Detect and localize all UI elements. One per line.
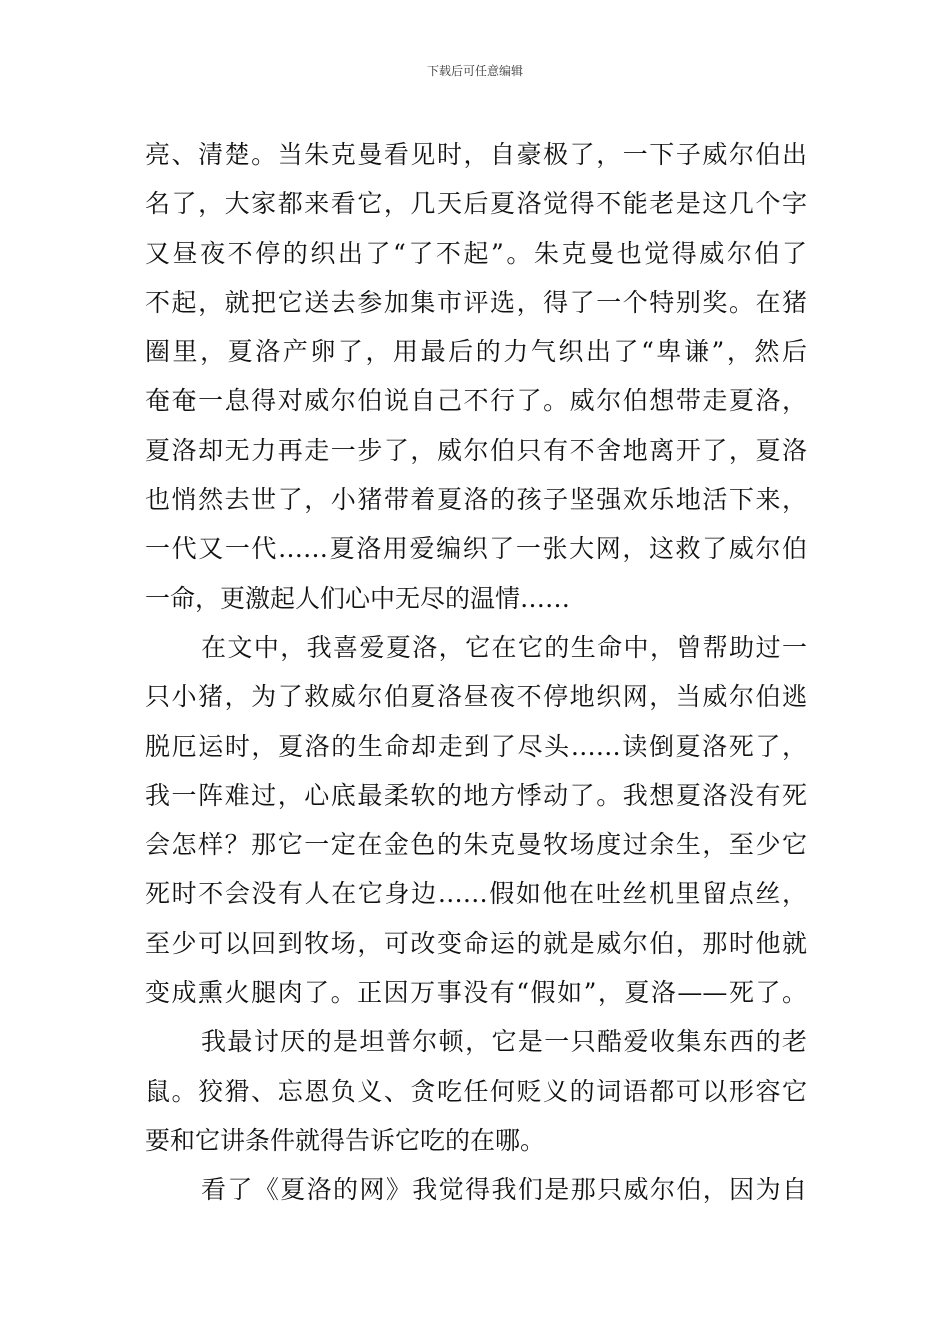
body-text [145,130,807,1215]
text-line: 我最讨厌的是坦普尔顿，它是一只酷爱收集东西的老 [201,1027,807,1057]
text-line: 也悄然去世了，小猪带着夏洛的孩子坚强欢乐地活下来， [145,485,807,515]
text-line: 夏洛却无力再走一步了，威尔伯只有不舍地离开了，夏洛 [145,435,807,465]
text-line: 亮、清楚。当朱克曼看见时，自豪极了，一下子威尔伯出 [145,140,807,169]
text-line: 鼠。狡猾、忘恩负义、贪吃任何贬义的词语都可以形容它 [145,1076,807,1106]
text-line: 看了《夏洛的网》我觉得我们是那只威尔伯，因为自 [201,1175,807,1205]
text-line: 一代又一代……夏洛用爱编织了一张大网，这救了威尔伯 [145,534,807,564]
text-line: 死时不会没有人在它身边……假如他在吐丝机里留点丝， [145,879,807,909]
text-line: 变成熏火腿肉了。正因万事没有“假如”，夏洛——死了。 [145,978,807,1008]
text-line: 在文中，我喜爱夏洛，它在它的生命中，曾帮助过一 [201,632,807,662]
text-line: 我一阵难过，心底最柔软的地方悸动了。我想夏洛没有死 [145,780,807,810]
text-line: 又昼夜不停的织出了“了不起”。朱克曼也觉得威尔伯了 [145,238,807,268]
text-line: 不起，就把它送去参加集市评选，得了一个特别奖。在猪 [145,287,807,317]
text-line: 奄奄一息得对威尔伯说自己不行了。威尔伯想带走夏洛， [145,386,807,416]
page-header: 下载后可任意编辑 [426,64,523,78]
text-line: 脱厄运时，夏洛的生命却走到了尽头……读倒夏洛死了， [145,731,807,761]
text-line: 至少可以回到牧场，可改变命运的就是威尔伯，那时他就 [145,928,807,958]
text-line: 圈里，夏洛产卵了，用最后的力气织出了“卑谦”，然后 [145,337,807,367]
text-line: 一命，更激起人们心中无尽的温情…… [145,583,571,613]
text-line: 只小猪，为了救威尔伯夏洛昼夜不停地织网，当威尔伯逃 [145,682,807,712]
text-line: 会怎样？那它一定在金色的朱克曼牧场度过余生，至少它 [145,830,807,860]
text-line: 名了，大家都来看它，几天后夏洛觉得不能老是这几个字 [145,189,807,219]
text-line: 要和它讲条件就得告诉它吃的在哪。 [145,1125,546,1155]
